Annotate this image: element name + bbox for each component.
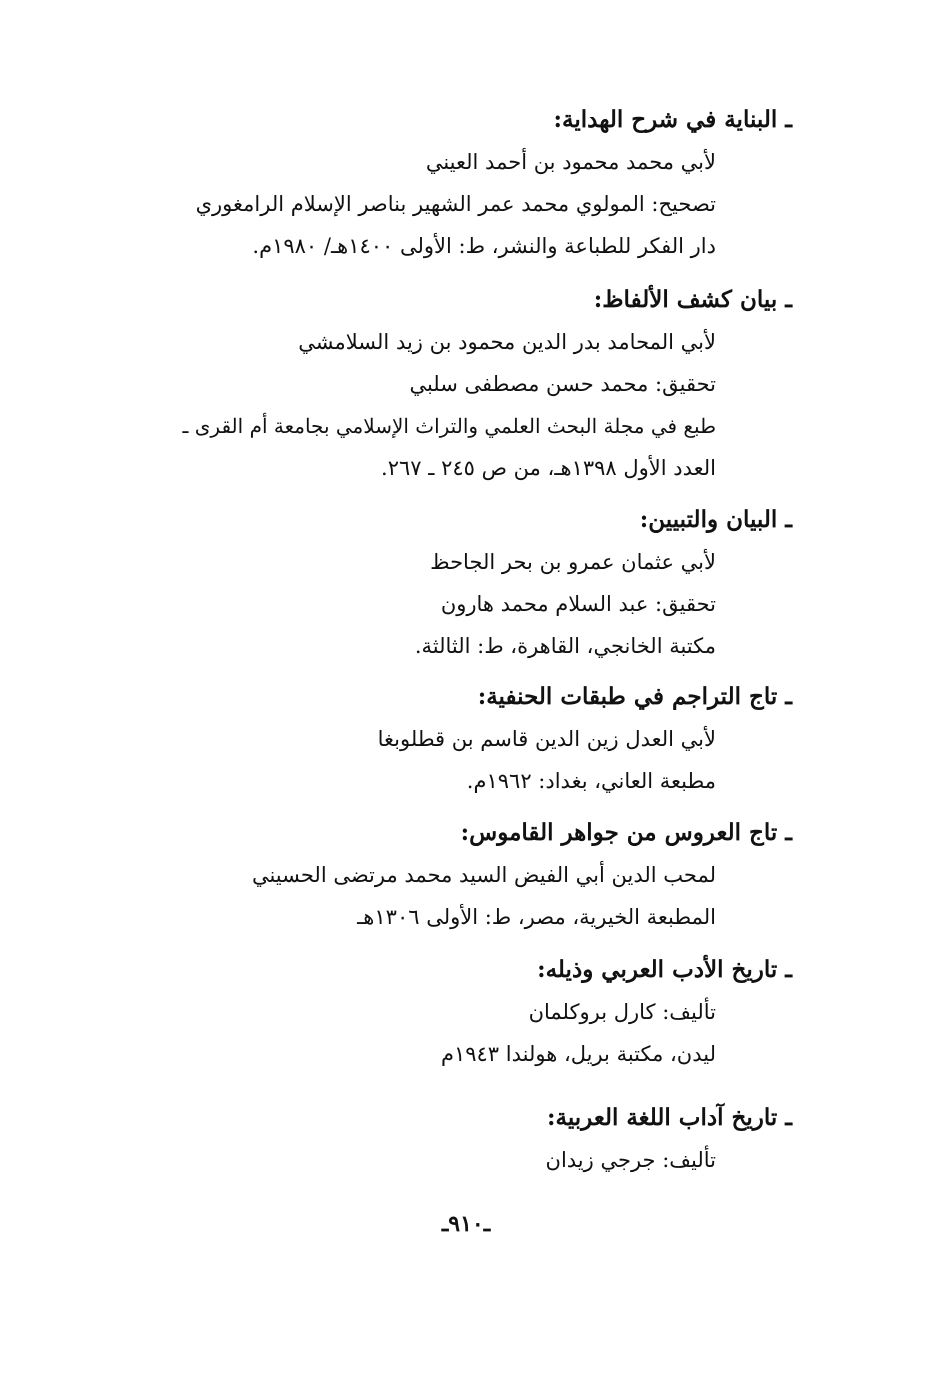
entry-line: مطبعة العاني، بغداد: ١٩٦٢م. <box>466 769 716 793</box>
bibliography-entry <box>378 675 792 802</box>
bibliography-entry <box>546 1096 792 1181</box>
entry-line: تأليف: جرجي زيدان <box>545 1148 716 1172</box>
entry-line: مكتبة الخانجي، القاهرة، ط: الثالثة. <box>414 634 716 658</box>
entry-line: تصحيح: المولوي محمد عمر الشهير بناصر الإسلام الرامغوري <box>195 192 716 216</box>
entry-title: ـ تاريخ الأدب العربي وذيله: <box>537 956 792 983</box>
entry-line: ليدن، مكتبة بريل، هولندا ١٩٤٣م <box>440 1042 716 1066</box>
entry-line: تحقيق: محمد حسن مصطفى سلبي <box>409 372 716 396</box>
entry-line: تحقيق: عبد السلام محمد هارون <box>440 592 716 616</box>
entry-title: ـ تاريخ آداب اللغة العربية: <box>547 1104 792 1131</box>
entry-line: لأبي المحامد بدر الدين محمود بن زيد السلامشي <box>298 330 716 354</box>
bibliography-entry <box>415 498 792 667</box>
entry-line: العدد الأول ١٣٩٨هـ، من ص ٢٤٥ ـ ٢٦٧. <box>381 456 716 480</box>
entry-title: ـ تاج العروس من جواهر القاموس: <box>460 819 792 846</box>
entry-title: ـ البيان والتبيين: <box>639 506 792 533</box>
entry-line: المطبعة الخيرية، مصر، ط: الأولى ١٣٠٦هـ <box>357 905 716 929</box>
entry-line: تأليف: كارل بروكلمان <box>528 1000 716 1024</box>
entry-line: دار الفكر للطباعة والنشر، ط: الأولى ١٤٠٠هـ/ ١٩٨٠م. <box>252 234 716 258</box>
entry-line: لأبي محمد محمود بن أحمد العيني <box>425 150 716 174</box>
entry-line: طبع في مجلة البحث العلمي والتراث الإسلامي بجامعة أم القرى ـ <box>182 414 716 438</box>
entry-line: لأبي عثمان عمرو بن بحر الجاحظ <box>430 550 716 574</box>
bibliography-entry <box>252 811 792 938</box>
bibliography-entry <box>441 948 792 1075</box>
page-number: ـ٩١٠ـ <box>441 1211 491 1237</box>
bibliography-entry <box>196 98 792 267</box>
entry-title: ـ بيان كشف الألفاظ: <box>593 286 792 313</box>
entry-title: ـ تاج التراجم في طبقات الحنفية: <box>477 683 792 710</box>
bibliography-entry <box>183 278 792 489</box>
entry-title: ـ البناية في شرح الهداية: <box>553 106 792 133</box>
entry-line: لمحب الدين أبي الفيض السيد محمد مرتضى الحسيني <box>251 863 716 887</box>
entry-line: لأبي العدل زين الدين قاسم بن قطلوبغا <box>377 727 716 751</box>
